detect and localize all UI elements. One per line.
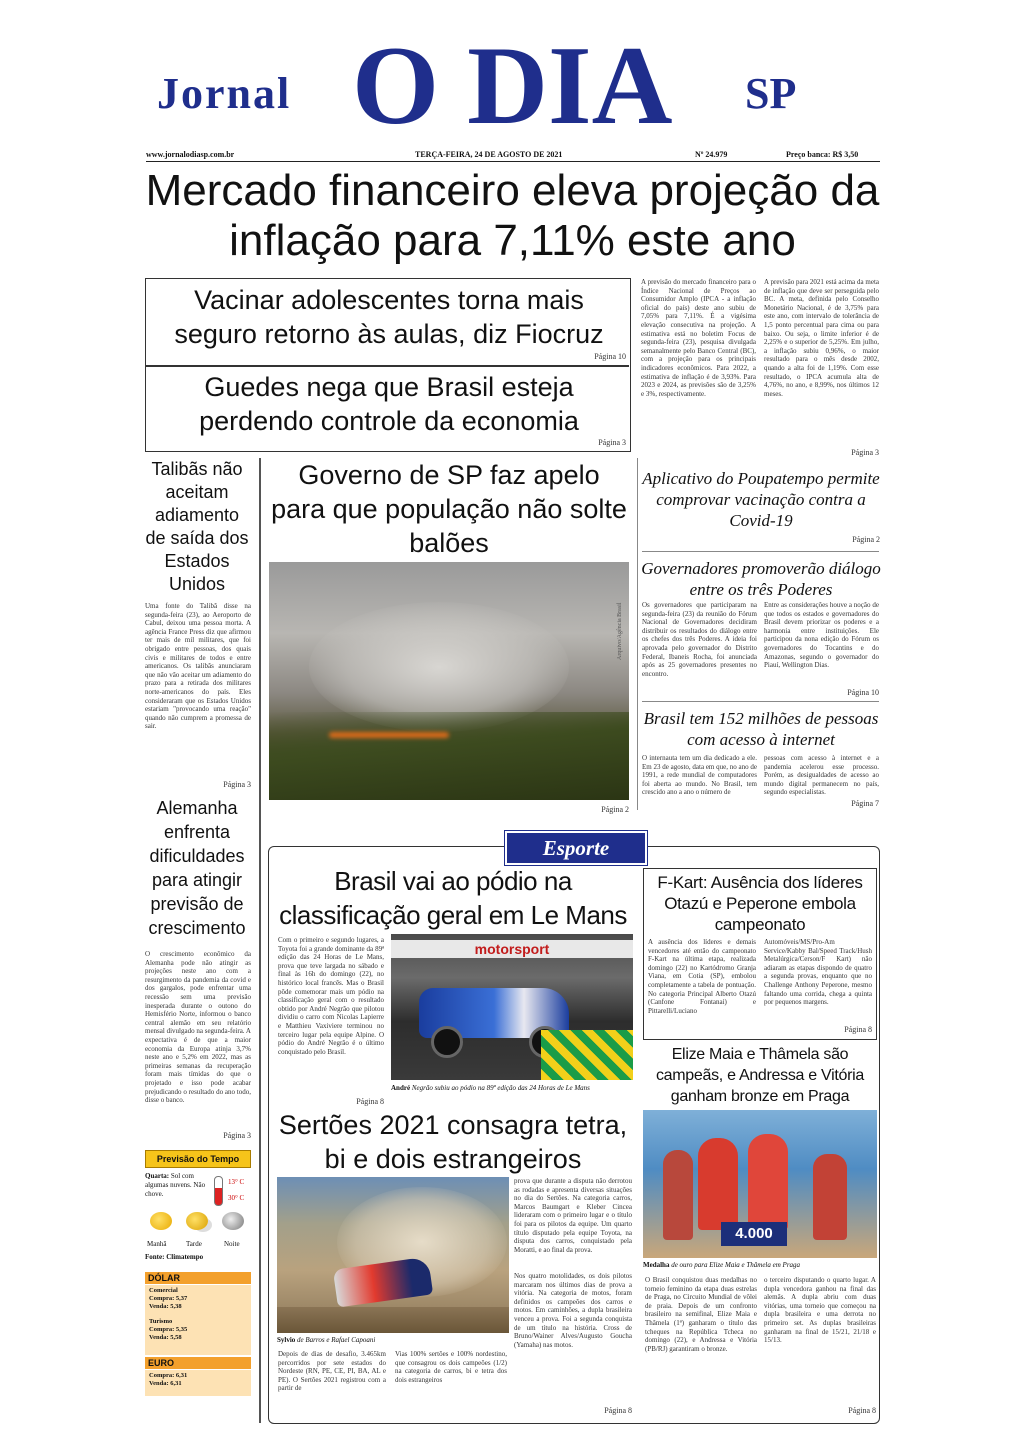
box2-page: Página 3	[598, 438, 626, 447]
poupa-page: Página 2	[852, 535, 880, 544]
masthead-jornal: Jornal	[157, 69, 292, 118]
balloon-page: Página 2	[601, 805, 629, 814]
poupa-headline[interactable]: Aplicativo do Poupatempo permite comprovar vacinação contra a Covid-19	[642, 469, 880, 530]
athlete	[663, 1150, 693, 1240]
weather-max: 30° C	[228, 1194, 245, 1202]
lemans-banner: motorsport	[391, 940, 633, 958]
fkart-page: Página 8	[844, 1025, 872, 1034]
box-divider	[146, 365, 629, 367]
curb	[541, 1030, 633, 1080]
lead-headline[interactable]: Mercado financeiro eleva projeção da inflação para 7,11% este ano	[145, 166, 880, 265]
athlete	[748, 1134, 788, 1230]
euro-title: EURO	[145, 1357, 251, 1369]
sertoes-col4: Vias 100% sertões e 100% nordestino, que consagrou os dois campeões (1/2) na categoria de carros, bi e tetra dos dois estrangeiros	[395, 1350, 507, 1384]
dolar-line: Comercial	[149, 1287, 178, 1294]
dolar-line: Venda: 5,58	[149, 1333, 182, 1341]
fire-line	[329, 732, 449, 738]
lead-page: Página 3	[851, 448, 879, 457]
lemans-body: Com o primeiro e segundo lugares, a Toyota foi a grande dominante da 89ª edição das 24 Horas de Le Mans, prova que teve largada no sábado e final às 16h do domingo (22), no histórico local francês. Mas o Brasil pôde comemorar mais um pódio na classificação geral com o resultado obtido por André Negrão que pilotou dividiu o carro com Nicolas Lapierre e Matthieu Vaxiviere terminou no terceiro lugar pela equipe Alpine. O pódio do André Negrão é o último conquistado pelo Brasil.	[278, 936, 384, 1056]
sun-icon	[150, 1212, 172, 1230]
volei-col1: O Brasil conquistou duas medalhas no torneio feminino da etapa duas estrelas de Praga, no Circuito Mundial de vôlei de praia. Depois de um confronto brasileiro na semifinal, Elize Maia e Thâmela (1ª) ganharam o título das tcheques na República Tcheca no domingo (22), e Andressa e Vitória (PB/RJ) garantiram o bronze.	[645, 1276, 757, 1353]
prize-check: 4.000	[721, 1222, 787, 1246]
sertoes-caption-text: de Barros e Rafael Capoani	[297, 1336, 376, 1344]
weather-label-afternoon: Tarde	[186, 1240, 202, 1248]
dolar-line: Compra: 5,35	[149, 1325, 188, 1333]
euro-line: Venda: 6,31	[149, 1380, 182, 1387]
athlete	[698, 1138, 738, 1230]
weather-title: Previsão do Tempo	[145, 1150, 251, 1168]
lead-col2: A previsão para 2021 está acima da meta de inflação que deve ser perseguida pelo BC. A meta, definida pelo Conselho Monetário Nacional, é de 3,75% para este ano, com intervalo de tolerância de 1,5 ponto percentual para cima ou para baixo. Ou seja, o limite inferior é de 2,25% e o superior de 5,25%. Em julho, a inflação subiu 0,96%, o maior resultado para o mês desde 2002, quando a alta foi de 1,19%. Com esse resultado, o IPCA acumula alta de 4,76%, no ano, e 8,99%, nos últimos 12 meses.	[764, 278, 879, 398]
masthead-sp: SP	[745, 69, 797, 118]
thermometer-icon	[214, 1176, 223, 1206]
box2-headline[interactable]: Guedes nega que Brasil esteja perdendo controle da economia	[199, 372, 579, 436]
weather-day: Quarta:	[145, 1172, 170, 1180]
lemans-page: Página 8	[356, 1097, 384, 1106]
dolar-lines	[145, 1285, 251, 1344]
photo-credit: Arquivo/Agência Brasil	[617, 602, 623, 660]
internet-col1: O internauta tem um dia dedicado a ele. Em 23 de agosto, data em que, no ano de 1991, a rede mundial de computadores foi aberta ao mundo. No Brasil, tem crescido ano a ano o número de	[642, 754, 757, 797]
sertoes-col2: Nos quatro motolidades, os dois pilotos marcaram nos últimos dias de prova a vitória. Na categoria de motos, foram definidos os campeões dos carros e motos. Em caminhões, a dupla brasileira venceu a prova. Foi a segunda conquista de um título na história. Cross de Bruno/Wainer Alves/Augusto Goucha (Yamaha) nas motos.	[514, 1272, 632, 1349]
lemans-caption	[391, 1084, 633, 1093]
euro-line: Compra: 6,31	[149, 1372, 188, 1379]
internet-headline[interactable]: Brasil tem 152 milhões de pessoas com acesso à internet	[643, 709, 879, 749]
left-rule	[259, 458, 261, 1423]
lemans-photo	[391, 934, 633, 1080]
volei-col2: o terceiro disputando o quarto lugar. A dupla vencedora ganhou na final das alemãs. A dupla abriu com duas vitórias, uma torneio que começou na dupla brasileira e uma derrota no primeiro set. As duplas brasileiras ganharam na final de 15/21, 21/18 e 15/13.	[764, 1276, 876, 1345]
box1-headline[interactable]: Vacinar adolescentes torna mais seguro retorno às aulas, diz Fiocruz	[174, 285, 604, 349]
rule	[642, 551, 879, 552]
sertoes-caption	[277, 1336, 509, 1345]
sertoes-headline[interactable]: Sertões 2021 consagra tetra, bi e dois estrangeiros	[278, 1110, 628, 1174]
price: Preço banca: R$ 3,50	[786, 150, 859, 159]
volei-page: Página 8	[848, 1406, 876, 1415]
gov-col2: Entre as considerações houve a noção de que todos os estados e governadores do Brasil devem priorizar os poderes e a harmonia entre instituições. Ele participou da nona edição do Fórum os governadores do Tocantins e do Amazonas, segundo o governador do Piauí, Wellington Dias.	[764, 601, 879, 670]
gov-page: Página 10	[847, 688, 879, 697]
weather-desc: Sol com algumas nuvens. Não chove.	[145, 1172, 206, 1198]
balloon-headline[interactable]: Governo de SP faz apelo para que população não solte balões	[271, 460, 627, 558]
euro-lines	[145, 1370, 251, 1390]
sun-cloud-icon	[186, 1212, 208, 1230]
weather-label-morning: Manhã	[147, 1240, 167, 1248]
volei-photo	[643, 1110, 877, 1258]
website[interactable]: www.jornalodiasp.com.br	[146, 150, 235, 159]
alemanha-page: Página 3	[223, 1131, 251, 1140]
volei-caption-name: Medalha	[643, 1261, 670, 1269]
taliba-page: Página 3	[223, 780, 251, 789]
wheel	[431, 1026, 463, 1058]
masthead-title: O DIA	[352, 24, 673, 148]
taliba-body: Uma fonte do Talibã disse na segunda-feira (23), ao Aeroporto de Cabul, deixou uma pessoa morta. A agência France Press diz que afirmou ter mais de mil militares, que foi obrigado entre pessoas, dos quais civis e militares de todos e entre americanos. Os talibãs anunciaram que não vão aceitar um adiamento do prazo para a retirada dos militares norte-americanos do país. Eles consideraram que os Estados Unidos estariam "provocando uma reação" quando não cumprem a promessa de sair.	[145, 602, 251, 731]
volei-caption	[643, 1261, 877, 1270]
right-rule	[637, 458, 638, 810]
alemanha-body: O crescimento econômico da Alemanha pode não atingir as projeções neste ano com a resurgimento da pandemia da covid e dos gargalos, pode enfrentar uma recessão sem uma previsão inesperada durante o outono do Hemisfério Norte, informou o banco central alemão em seu relatório mensal divulgado na segunda-feira. A expectativa é de que a maior economia da Europa atinja 3,7% neste ano e 5,2% em 2022, mas as primeiras semanas da recuperação foram mais tímidas do que o projetado e isso pode acabar prejudicando o resultado do ano todo, disse o banco.	[145, 950, 251, 1105]
taliba-headline[interactable]: Talibãs não aceitam adiamento de saída dos Estados Unidos	[145, 459, 249, 594]
athlete	[813, 1154, 847, 1240]
dolar-line: Venda: 5,38	[149, 1302, 182, 1310]
dolar-box	[145, 1285, 251, 1355]
dolar-title: DÓLAR	[145, 1272, 251, 1284]
weather-forecast	[145, 1172, 207, 1199]
dolar-line: Turismo	[149, 1318, 173, 1326]
lead-col1: A previsão do mercado financeiro para o Índice Nacional de Preços ao Consumidor Amplo (IPCA - a inflação oficial do país) deste ano subiu de 7,05% para 7,11%. É a vigésima elevação consecutiva na projeção. A estimativa está no boletim Focus de segunda-feira (23), pesquisa divulgada semanalmente pelo Banco Central (BC), com a projeção para os principais indicadores econômicos. Para 2022, a estimativa de inflação é de 3,93%. Para 2023 e 2024, as previsões são de 3,25% e 3%, respectivamente.	[641, 278, 756, 398]
lemans-caption-text: Negrão subiu ao pódio na 89ª edição das 24 Horas de Le Mans	[411, 1084, 590, 1092]
fkart-headline[interactable]: F-Kart: Ausência dos líderes Otazú e Peperone embola campeonato	[657, 873, 863, 934]
date: TERÇA-FEIRA, 24 DE AGOSTO DE 2021	[415, 150, 563, 159]
wildfire-photo	[269, 562, 629, 800]
sport-label[interactable]: Esporte	[505, 831, 647, 865]
sertoes-col3: Depois de dias de desafio, 3.465km percorridos por sete estados do Nordeste (RN, PE, CE, PI, BA, AL e PE). O Sertões 2021 registrou com a partir de	[278, 1350, 386, 1393]
top-boxes	[145, 278, 631, 452]
fkart-col2: Automóveis/MS/Pro-Am Service/Kabby Bal/Speed Track/Hush Metalúrgica/Cerson/F Kart) não adiaram as etapas dispondo de quatro a segunda provas, enquanto que no Challenge Anthony Peperone, mesmo faltando uma corrida, chega a quinta por pequenos margens.	[764, 938, 872, 1007]
sertoes-caption-name: Sylvio	[277, 1336, 296, 1344]
lemans-headline[interactable]: Brasil vai ao pódio na classificação geral em Le Mans	[279, 866, 627, 930]
lemans-caption-name: André	[391, 1084, 411, 1092]
weather-source: Fonte: Climatempo	[145, 1253, 204, 1261]
internet-col2: pessoas com acesso à internet e a pandemia acelerou esse processo. Porém, as desigualdades de acesso ao mundo digital permanecem no país, segundo especialistas.	[764, 754, 879, 796]
gov-col1: Os governadores que participaram na segunda-feira (23) da reunião do Fórum Nacional de Governadores decidiram distribuir os resultados do diálogo entre os chefes dos três Poderes. A ideia foi aprovada pelo governador do Distrito Federal, Ibaneis Rocha, foi anunciada após as 25 governadores presentes no encontro.	[642, 601, 757, 678]
volei-headline[interactable]: Elize Maia e Thâmela são campeãs, e Andressa e Vitória ganham bronze em Praga	[655, 1046, 865, 1105]
weather-label-night: Noite	[224, 1240, 240, 1248]
moon-cloud-icon	[222, 1212, 244, 1230]
gov-headline[interactable]: Governadores promoverão diálogo entre os três Poderes	[641, 559, 881, 599]
sertoes-photo	[277, 1177, 509, 1333]
rule	[642, 701, 879, 702]
euro-box	[145, 1370, 251, 1396]
weather-min: 13° C	[228, 1178, 245, 1186]
sertoes-col1: prova que durante a disputa não derrotou as rodadas e apresenta diversas situações no dia do Sertões. Na categoria carros, Marcos Baumgart e Kleber Cincea lideraram com o primeiro lugar e o título foi para os pilotos da equipe. Um quarto título disputado pela equipe Toyota, na disputa dos carros, conquistado pela Moratti, e ao final da prova.	[514, 1177, 632, 1254]
fkart-col1: A ausência dos líderes e demais vencedores até então do campeonato F-Kart na última etapa, realizada domingo (22) no Kartódromo Granja Viana, em Cotia (SP), embolou completamente a tabela de pontuação. No categoria Principal Alberto Otazú (Canfone Fontanai) e Pittarelli/Luciano	[648, 938, 756, 1015]
edition: Nº 24.979	[695, 150, 728, 159]
masthead-rule	[146, 161, 880, 162]
volei-caption-text: de ouro para Elize Maia e Thâmela em Praga	[671, 1261, 801, 1269]
box1-page: Página 10	[594, 352, 626, 361]
internet-page: Página 7	[851, 799, 879, 808]
dolar-line	[149, 1310, 247, 1318]
dolar-line: Compra: 5,37	[149, 1294, 188, 1302]
alemanha-headline[interactable]: Alemanha enfrenta dificuldades para atingir previsão de crescimento	[148, 798, 246, 938]
sertoes-page: Página 8	[604, 1406, 632, 1415]
ground	[277, 1307, 509, 1333]
hillside	[269, 712, 629, 800]
